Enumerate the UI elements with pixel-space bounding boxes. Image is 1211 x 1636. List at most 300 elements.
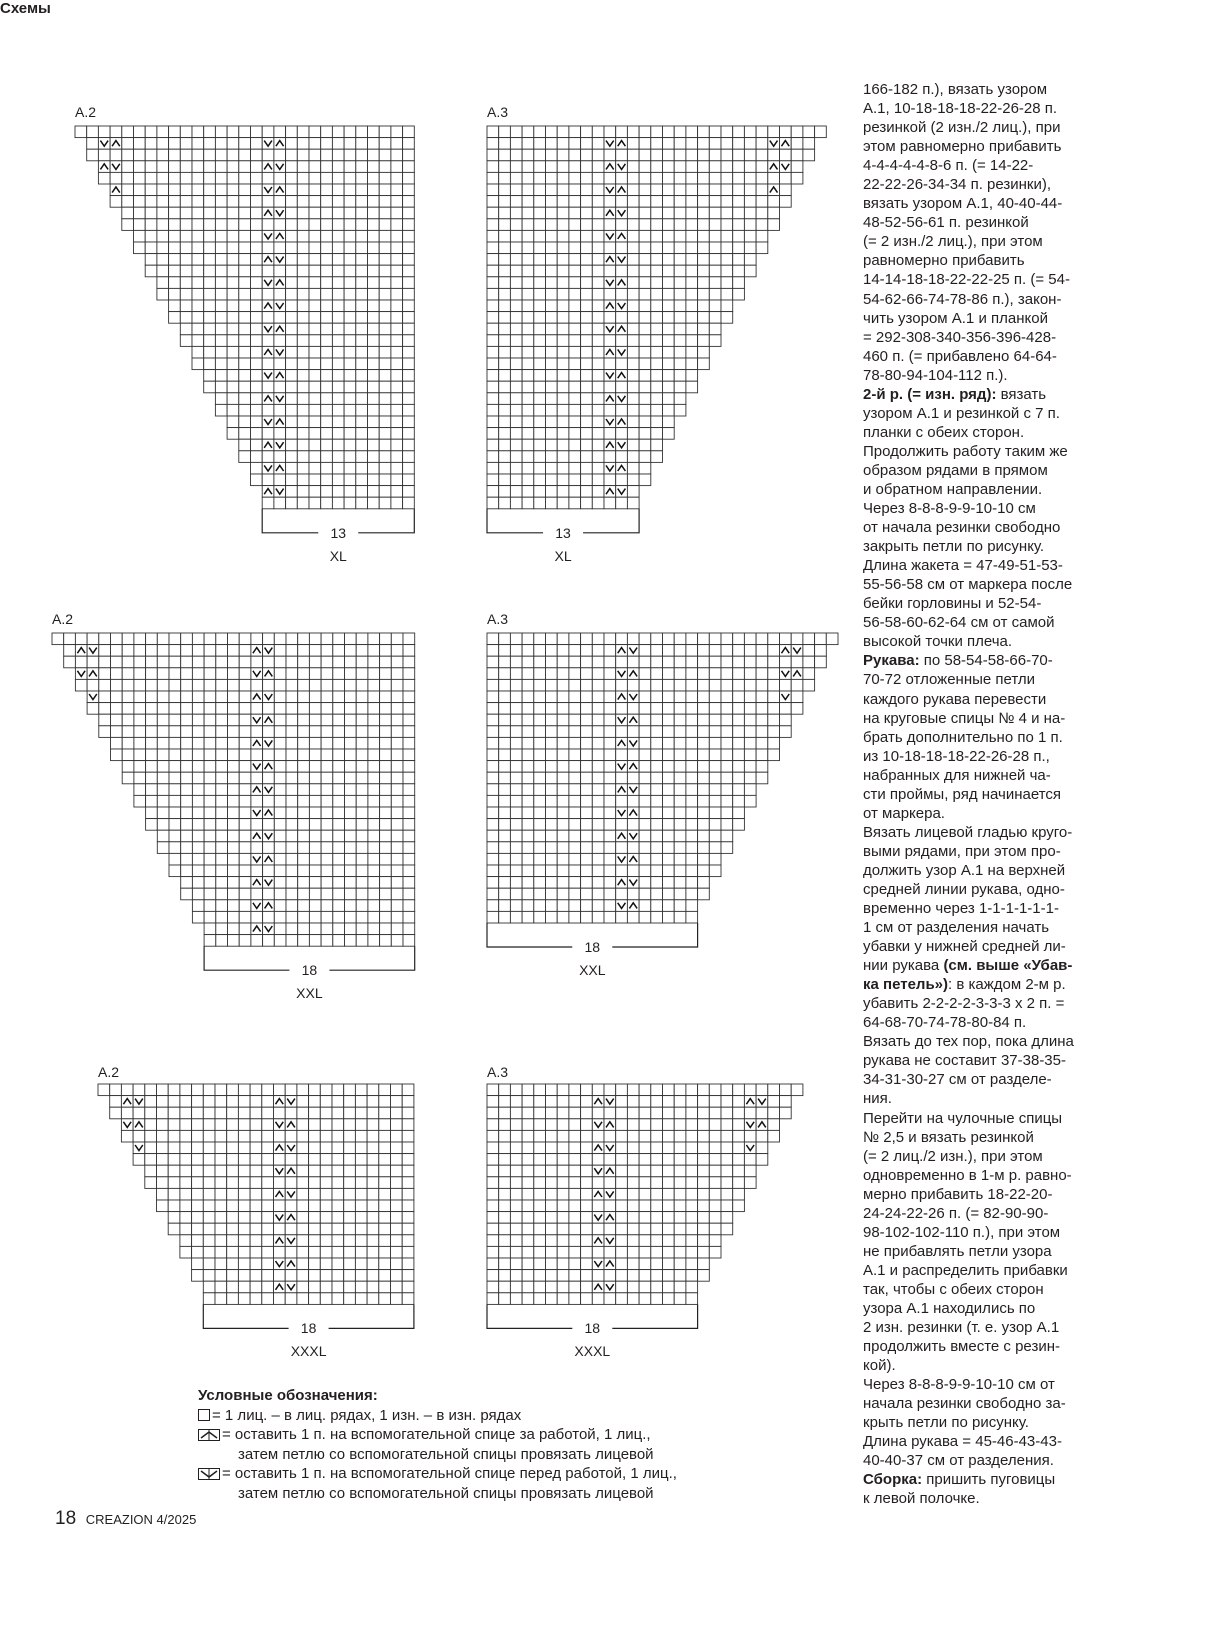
stitch-cell: [250, 1235, 262, 1247]
stitch-cell: [356, 877, 368, 889]
stitch-cell: [332, 1107, 344, 1119]
stitch-cell: [356, 462, 368, 474]
stitch-cell: [203, 1281, 215, 1293]
stitch-cell: [557, 497, 569, 509]
stitch-cell: [639, 865, 651, 877]
stitch-cell: [651, 439, 663, 451]
stitch-cell: [98, 1084, 110, 1096]
stitch-cell: [111, 633, 123, 645]
stitch-cell: [403, 416, 415, 428]
stitch-cell: [227, 1200, 239, 1212]
stitch-cell: [791, 126, 803, 138]
stitch-cell: [534, 819, 546, 831]
text-segment: средней линии рукава, одно-: [863, 880, 1065, 898]
stitch-cell: [557, 691, 569, 703]
stitch-cell: [546, 645, 558, 657]
stitch-cell: [499, 381, 511, 393]
stitch-cell: [169, 807, 181, 819]
stitch-cell: [215, 1281, 227, 1293]
stitch-cell: [379, 254, 391, 266]
stitch-cell: [674, 1165, 686, 1177]
stitch-cell: [557, 1246, 569, 1258]
bold-text: 2-й р. (= изн. ряд):: [863, 385, 997, 403]
stitch-cell: [639, 254, 651, 266]
stitch-cell: [309, 138, 321, 150]
stitch-cell: [686, 726, 698, 738]
stitch-cell: [663, 1130, 675, 1142]
stitch-cell: [286, 230, 298, 242]
stitch-cell: [499, 161, 511, 173]
stitch-cell: [274, 900, 286, 912]
stitch-cell: [192, 1200, 204, 1212]
stitch-cell: [368, 830, 380, 842]
stitch-cell: [534, 691, 546, 703]
stitch-cell: [487, 335, 499, 347]
stitch-cell: [286, 877, 298, 889]
stitch-cell: [333, 900, 345, 912]
stitch-cell: [367, 1258, 379, 1270]
stitch-cell: [768, 656, 780, 668]
stitch-cell: [592, 497, 604, 509]
stitch-cell: [592, 196, 604, 208]
stitch-cell: [356, 761, 368, 773]
stitch-cell: [110, 149, 122, 161]
stitch-cell: [487, 265, 499, 277]
stitch-cell: [663, 219, 675, 231]
stitch-cell: [686, 1096, 698, 1108]
stitch-cell: [157, 1142, 169, 1154]
stitch-cell: [651, 126, 663, 138]
stitch-cell: [651, 1154, 663, 1166]
stitch-cell: [569, 462, 581, 474]
stitch-cell: [227, 1258, 239, 1270]
stitch-cell: [298, 784, 310, 796]
stitch-cell: [239, 370, 251, 382]
stitch-cell: [344, 254, 356, 266]
stitch-cell: [192, 761, 204, 773]
stitch-cell: [180, 242, 192, 254]
stitch-cell: [216, 714, 228, 726]
stitch-cell: [674, 842, 686, 854]
stitch-cell: [344, 1096, 356, 1108]
stitch-cell: [180, 196, 192, 208]
stitch-cell: [286, 381, 298, 393]
stitch-cell: [274, 679, 286, 691]
stitch-cell: [402, 1223, 414, 1235]
stitch-cell: [744, 1107, 756, 1119]
stitch-cell: [321, 486, 333, 498]
stitch-cell: [616, 265, 628, 277]
stitch-cell: [134, 679, 146, 691]
stitch-cell: [368, 761, 380, 773]
stitch-cell: [286, 749, 298, 761]
stitch-cell: [627, 726, 639, 738]
stitch-cell: [756, 1107, 768, 1119]
stitch-cell: [569, 1107, 581, 1119]
stitch-cell: [581, 312, 593, 324]
stitch-cell: [651, 749, 663, 761]
stitch-cell: [709, 1177, 721, 1189]
stitch-cell: [262, 1200, 274, 1212]
stitch-cell: [356, 633, 368, 645]
stitch-cell: [391, 149, 403, 161]
text-segment: продолжить вместе с резин-: [863, 1338, 1060, 1356]
stitch-cell: [709, 1200, 721, 1212]
stitch-cell: [522, 1212, 534, 1224]
stitch-cell: [181, 656, 193, 668]
stitch-cell: [228, 691, 240, 703]
stitch-cell: [285, 1177, 297, 1189]
stitch-cell: [345, 900, 357, 912]
stitch-cell: [663, 703, 675, 715]
stitch-cell: [499, 1200, 511, 1212]
stitch-cell: [651, 323, 663, 335]
stitch-cell: [309, 265, 321, 277]
stitch-cell: [546, 1200, 558, 1212]
stitch-cell: [356, 184, 368, 196]
stitch-cell: [569, 1200, 581, 1212]
stitch-cell: [581, 1223, 593, 1235]
stitch-cell: [534, 474, 546, 486]
stitch-cell: [709, 679, 721, 691]
text-line: [863, 842, 1113, 861]
stitch-cell: [534, 462, 546, 474]
stitch-cell: [368, 288, 380, 300]
stitch-cell: [674, 726, 686, 738]
stitch-cell: [534, 1281, 546, 1293]
stitch-cell: [733, 772, 745, 784]
stitch-cell: [344, 207, 356, 219]
stitch-cell: [227, 1212, 239, 1224]
stitch-cell: [321, 288, 333, 300]
stitch-cell: [356, 300, 368, 312]
stitch-cell: [663, 795, 675, 807]
stitch-cell: [756, 184, 768, 196]
stitch-cell: [379, 416, 391, 428]
text-line: [863, 1318, 1113, 1337]
stitch-cell: [215, 1258, 227, 1270]
stitch-cell: [332, 149, 344, 161]
stitch-cell: [332, 230, 344, 242]
text-segment: 54-62-66-74-78-86 п.), закон-: [863, 290, 1062, 308]
stitch-cell: [592, 474, 604, 486]
stitch-cell: [309, 1142, 321, 1154]
stitch-cell: [391, 877, 403, 889]
stitch-cell: [262, 1223, 274, 1235]
stitch-cell: [274, 149, 286, 161]
stitch-cell: [134, 633, 146, 645]
stitch-cell: [286, 242, 298, 254]
stitch-cell: [204, 126, 216, 138]
stitch-cell: [522, 393, 534, 405]
stitch-cell: [297, 323, 309, 335]
stitch-cell: [569, 265, 581, 277]
stitch-cell: [663, 381, 675, 393]
stitch-cell: [344, 404, 356, 416]
stitch-cell: [639, 633, 651, 645]
stitch-cell: [309, 1246, 321, 1258]
stitch-cell: [815, 645, 827, 657]
stitch-cell: [98, 126, 110, 138]
stitch-cell: [192, 888, 204, 900]
legend-text-cont: затем петлю со вспомогательной спицы провязать лицевой: [238, 1484, 654, 1502]
stitch-cell: [262, 358, 274, 370]
stitch-cell: [674, 1223, 686, 1235]
stitch-cell: [98, 172, 110, 184]
stitch-cell: [297, 1212, 309, 1224]
stitch-cell: [169, 737, 181, 749]
stitch-cell: [522, 645, 534, 657]
stitch-cell: [99, 645, 111, 657]
stitch-cell: [380, 656, 392, 668]
stitch-cell: [203, 1258, 215, 1270]
stitch-cell: [499, 1165, 511, 1177]
stitch-cell: [368, 312, 380, 324]
stitch-cell: [546, 703, 558, 715]
stitch-cell: [651, 714, 663, 726]
text-segment: 2 изн. резинки (т. е. узор А.1: [863, 1319, 1060, 1337]
stitch-cell: [309, 714, 321, 726]
stitch-cell: [557, 668, 569, 680]
stitch-cell: [663, 656, 675, 668]
stitch-cell: [320, 1096, 332, 1108]
stitch-cell: [297, 393, 309, 405]
stitch-cell: [522, 749, 534, 761]
stitch-cell: [345, 633, 357, 645]
stitch-cell: [721, 219, 733, 231]
stitch-cell: [391, 370, 403, 382]
stitch-cell: [321, 381, 333, 393]
text-line: [863, 690, 1113, 709]
stitch-cell: [216, 645, 228, 657]
stitch-cell: [756, 161, 768, 173]
stitch-cell: [721, 265, 733, 277]
stitch-cell: [169, 865, 181, 877]
stitch-cell: [569, 370, 581, 382]
stitch-cell: [639, 381, 651, 393]
stitch-cell: [557, 761, 569, 773]
legend-item-knit: [198, 1406, 677, 1426]
stitch-cell: [815, 126, 827, 138]
stitch-cell: [698, 242, 710, 254]
stitch-cell: [391, 219, 403, 231]
stitch-cell: [651, 911, 663, 923]
stitch-cell: [391, 126, 403, 138]
stitch-cell: [379, 1235, 391, 1247]
stitch-cell: [169, 149, 181, 161]
stitch-cell: [239, 853, 251, 865]
stitch-cell: [134, 761, 146, 773]
stitch-cell: [332, 1281, 344, 1293]
stitch-cell: [686, 714, 698, 726]
stitch-cell: [204, 161, 216, 173]
stitch-cell: [604, 404, 616, 416]
stitch-cell: [380, 795, 392, 807]
stitch-cell: [569, 323, 581, 335]
stitch-cell: [744, 1165, 756, 1177]
stitch-cell: [368, 679, 380, 691]
stitch-cell: [309, 219, 321, 231]
stitch-cell: [616, 656, 628, 668]
stitch-cell: [309, 737, 321, 749]
stitch-cell: [546, 393, 558, 405]
stitch-cell: [251, 277, 263, 289]
stitch-cell: [215, 277, 227, 289]
stitch-cell: [522, 254, 534, 266]
stitch-cell: [297, 126, 309, 138]
stitch-cell: [709, 288, 721, 300]
stitch-cell: [487, 819, 499, 831]
stitch-cell: [391, 451, 403, 463]
stitch-cell: [321, 749, 333, 761]
text-line: [863, 347, 1113, 366]
stitch-cell: [286, 428, 298, 440]
stitch-cell: [180, 138, 192, 150]
stitch-cell: [391, 865, 403, 877]
stitch-cell: [99, 668, 111, 680]
stitch-cell: [627, 795, 639, 807]
stitch-cell: [487, 312, 499, 324]
text-line: [863, 423, 1113, 442]
stitch-cell: [216, 819, 228, 831]
stitch-cell: [309, 370, 321, 382]
stitch-cell: [192, 172, 204, 184]
stitch-cell: [216, 842, 228, 854]
stitch-cell: [157, 749, 169, 761]
stitch-cell: [639, 277, 651, 289]
stitch-cell: [616, 633, 628, 645]
stitch-cell: [557, 749, 569, 761]
stitch-cell: [262, 219, 274, 231]
stitch-cell: [169, 784, 181, 796]
stitch-cell: [592, 277, 604, 289]
stitch-cell: [581, 404, 593, 416]
stitch-cell: [534, 393, 546, 405]
stitch-cell: [157, 772, 169, 784]
stitch-cell: [604, 1246, 616, 1258]
stitch-cell: [344, 161, 356, 173]
stitch-cell: [557, 126, 569, 138]
stitch-cell: [168, 1142, 180, 1154]
stitch-cell: [639, 726, 651, 738]
stitch-cell: [263, 819, 275, 831]
stitch-cell: [569, 393, 581, 405]
stitch-cell: [168, 1130, 180, 1142]
stitch-cell: [227, 346, 239, 358]
text-segment: Продолжить работу таким же: [863, 442, 1068, 460]
stitch-cell: [204, 807, 216, 819]
text-line: [863, 1299, 1113, 1318]
stitch-cell: [721, 703, 733, 715]
stitch-cell: [146, 761, 158, 773]
stitch-cell: [122, 633, 134, 645]
stitch-cell: [569, 853, 581, 865]
stitch-cell: [557, 1258, 569, 1270]
stitch-cell: [522, 381, 534, 393]
text-segment: набранных для нижней ча-: [863, 766, 1051, 784]
stitch-cell: [627, 126, 639, 138]
stitch-cell: [216, 830, 228, 842]
stitch-cell: [168, 1177, 180, 1189]
stitch-cell: [192, 1096, 204, 1108]
stitch-cell: [546, 656, 558, 668]
stitch-cell: [510, 381, 522, 393]
stitch-cell: [698, 1154, 710, 1166]
stitch-cell: [510, 428, 522, 440]
stitch-cell: [403, 703, 415, 715]
stitch-cell: [356, 265, 368, 277]
stitch-cell: [402, 1165, 414, 1177]
stitch-cell: [487, 645, 499, 657]
stitch-cell: [309, 935, 321, 947]
stitch-cell: [380, 703, 392, 715]
stitch-cell: [215, 346, 227, 358]
stitch-cell: [674, 196, 686, 208]
stitch-cell: [616, 911, 628, 923]
stitch-cell: [321, 370, 333, 382]
stitch-cell: [203, 1084, 215, 1096]
stitch-cell: [134, 784, 146, 796]
stitch-cell: [297, 439, 309, 451]
stitch-cell: [344, 346, 356, 358]
stitch-cell: [569, 1223, 581, 1235]
instructions-column: [863, 80, 1113, 1509]
stitch-cell: [663, 679, 675, 691]
stitch-cell: [285, 1107, 297, 1119]
stitch-cell: [534, 703, 546, 715]
stitch-cell: [604, 1293, 616, 1305]
stitch-cell: [651, 149, 663, 161]
stitch-cell: [403, 149, 415, 161]
stitch-cell: [721, 254, 733, 266]
stitch-cell: [569, 1177, 581, 1189]
stitch-cell: [627, 323, 639, 335]
stitch-cell: [286, 288, 298, 300]
stitch-cell: [297, 1235, 309, 1247]
stitch-cell: [768, 726, 780, 738]
stitch-cell: [592, 853, 604, 865]
stitch-cell: [344, 1107, 356, 1119]
stitch-cell: [321, 656, 333, 668]
magazine-issue: CREAZION 4/2025: [85, 1512, 197, 1527]
stitch-cell: [569, 346, 581, 358]
stitch-cell: [499, 428, 511, 440]
stitch-cell: [122, 761, 134, 773]
stitch-cell: [391, 900, 403, 912]
chart-grid-A3-xl: [486, 125, 827, 548]
stitch-cell: [251, 196, 263, 208]
stitch-cell: [134, 772, 146, 784]
stitch-cell: [309, 923, 321, 935]
stitch-cell: [592, 737, 604, 749]
stitch-cell: [569, 1130, 581, 1142]
stitch-cell: [262, 149, 274, 161]
stitch-cell: [698, 807, 710, 819]
stitch-cell: [286, 335, 298, 347]
stitch-cell: [251, 288, 263, 300]
stitch-cell: [239, 714, 251, 726]
stitch-cell: [227, 1084, 239, 1096]
stitch-cell: [522, 126, 534, 138]
stitch-cell: [286, 772, 298, 784]
stitch-cell: [639, 1154, 651, 1166]
stitch-cell: [569, 737, 581, 749]
stitch-cell: [733, 254, 745, 266]
stitch-cell: [215, 1293, 227, 1305]
text-segment: 56-58-60-62-64 см от самой: [863, 614, 1055, 632]
stitch-cell: [546, 900, 558, 912]
stitch-cell: [309, 497, 321, 509]
